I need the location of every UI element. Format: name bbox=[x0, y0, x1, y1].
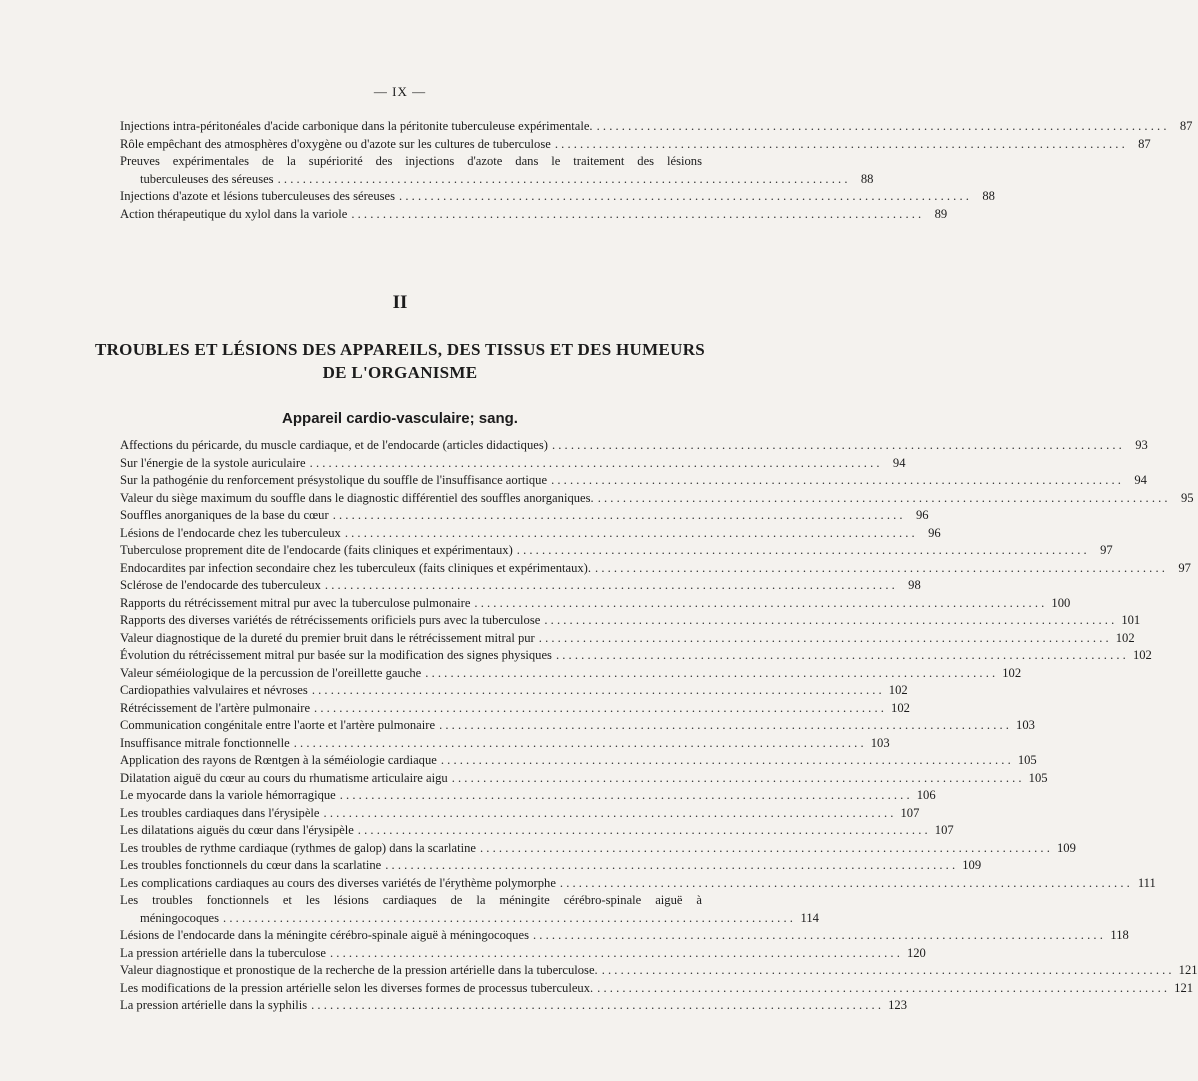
toc-entry bbox=[120, 472, 1147, 490]
section-number: II bbox=[392, 292, 408, 313]
toc-entry-text: Rétrécissement de l'artère pulmonaire bbox=[120, 700, 311, 715]
dot-leader bbox=[555, 136, 1125, 154]
dot-leader bbox=[294, 735, 864, 753]
toc-entry bbox=[120, 770, 1048, 788]
toc-entry-text: Insuffisance mitrale fonctionnelle bbox=[120, 735, 290, 750]
toc-entry-text: Communication congénitale entre l'aorte et l'artère pulmonaire bbox=[120, 718, 436, 732]
toc-entry bbox=[120, 595, 1071, 613]
toc-entry bbox=[120, 717, 1035, 735]
toc-entry-text: Sclérose de l'endocarde des tuberculeux bbox=[120, 578, 321, 592]
toc-entry-continuation: tuberculeuses des séreuses bbox=[140, 171, 274, 186]
dot-leader bbox=[278, 171, 848, 189]
toc-page-number: 102 bbox=[891, 700, 910, 715]
dot-leader bbox=[539, 630, 1109, 648]
toc-entry-text: Valeur séméiologique de la percussion de l'oreillette gauche bbox=[120, 665, 422, 680]
dot-leader bbox=[474, 595, 1044, 613]
dot-leader bbox=[517, 542, 1087, 560]
toc-entry-text: Les troubles cardiaques dans l'érysipèle bbox=[120, 805, 320, 820]
toc-page-number: 114 bbox=[800, 910, 819, 925]
dot-leader bbox=[330, 945, 900, 963]
toc-entry-text: Injections d'azote et lésions tuberculeuses des séreuses bbox=[120, 189, 396, 203]
toc-entry bbox=[120, 962, 1198, 980]
dot-leader bbox=[552, 437, 1122, 455]
dot-leader bbox=[556, 647, 1126, 665]
toc-entry bbox=[120, 980, 1194, 998]
toc-entry bbox=[120, 630, 1135, 648]
page-folio: — IX — bbox=[373, 84, 427, 99]
toc-entry bbox=[120, 735, 890, 753]
dot-leader bbox=[345, 525, 915, 543]
subsection-title: Appareil cardio-vasculaire; sang. bbox=[282, 410, 518, 427]
toc-entry bbox=[120, 840, 1076, 858]
dot-leader bbox=[340, 787, 910, 805]
toc-page-number: 94 bbox=[1134, 473, 1147, 487]
toc-page-number: 93 bbox=[1135, 438, 1148, 452]
toc-entry-text: Évolution du rétrécissement mitral pur basée sur la modification des signes physiques bbox=[120, 648, 552, 662]
toc-page-number: 107 bbox=[934, 823, 954, 837]
dot-leader bbox=[312, 682, 882, 700]
toc-entry bbox=[120, 455, 906, 473]
toc-section-list bbox=[120, 437, 1198, 1015]
dot-leader bbox=[597, 118, 1167, 136]
dot-leader bbox=[595, 560, 1165, 578]
toc-entry-text: Le myocarde dans la variole hémorragique bbox=[120, 788, 336, 802]
toc-page-number: 98 bbox=[908, 578, 921, 592]
dot-leader bbox=[351, 206, 921, 224]
toc-page-number: 88 bbox=[982, 189, 995, 203]
toc-page-number: 106 bbox=[916, 788, 936, 802]
dot-leader bbox=[533, 927, 1103, 945]
toc-page-number: 97 bbox=[1178, 560, 1191, 575]
toc-entry bbox=[120, 892, 819, 927]
toc-entry-text: La pression artérielle dans la tuberculose bbox=[120, 945, 326, 960]
toc-page-number: 88 bbox=[860, 171, 874, 186]
toc-entry-text: Cardiopathies valvulaires et névroses bbox=[120, 683, 308, 697]
toc-page-number: 87 bbox=[1138, 136, 1151, 151]
toc-entry-text: Injections intra-péritonéales d'acide carbonique dans la péritonite tuberculeuse expérimentale. bbox=[120, 119, 593, 133]
toc-page-number: 111 bbox=[1137, 875, 1156, 890]
toc-entry bbox=[120, 490, 1194, 508]
dot-leader bbox=[325, 577, 895, 595]
dot-leader bbox=[399, 188, 969, 206]
dot-leader bbox=[439, 717, 1009, 735]
toc-entry-text: Rapports des diverses variétés de rétrécissements orificiels purs avec la tuberculose bbox=[120, 613, 541, 627]
toc-entry bbox=[120, 507, 929, 525]
toc-entry bbox=[120, 700, 910, 718]
toc-entry-text: Rôle empêchant des atmosphères d'oxygène ou d'azote sur les cultures de tuberculose bbox=[120, 136, 551, 151]
dot-leader bbox=[324, 805, 894, 823]
dot-leader bbox=[311, 997, 881, 1015]
toc-entry bbox=[120, 857, 982, 875]
toc-entry bbox=[120, 560, 1191, 578]
dot-leader bbox=[551, 472, 1121, 490]
toc-entry bbox=[120, 647, 1152, 665]
toc-page-number: 89 bbox=[934, 206, 948, 221]
toc-entry-text: Les troubles fonctionnels du cœur dans la scarlatine bbox=[120, 858, 382, 872]
toc-entry-text: Sur la pathogénie du renforcement présystolique du souffle de l'insuffisance aortique bbox=[120, 473, 548, 487]
dot-leader bbox=[560, 875, 1130, 893]
toc-entry-text: Tuberculose proprement dite de l'endocarde (faits cliniques et expérimentaux) bbox=[120, 543, 513, 557]
dot-leader bbox=[223, 910, 793, 928]
toc-entry-text: Sur l'énergie de la systole auriculaire bbox=[120, 455, 306, 470]
toc-entry bbox=[120, 822, 954, 840]
toc-page-number: 102 bbox=[1115, 630, 1135, 645]
toc-top-list bbox=[120, 118, 1193, 223]
toc-entry-continuation: méningocoques bbox=[140, 910, 220, 925]
toc-entry-text: Valeur du siège maximum du souffle dans le diagnostic différentiel des souffles anorganiques. bbox=[120, 490, 594, 505]
toc-entry-text: La pression artérielle dans la syphilis bbox=[120, 998, 308, 1012]
dot-leader bbox=[598, 490, 1168, 508]
toc-page-number: 109 bbox=[1056, 840, 1076, 855]
toc-entry-text: Preuves expérimentales de la supériorité des injections d'azote dans le traitement des lésions bbox=[120, 154, 702, 168]
toc-entry bbox=[120, 805, 920, 823]
toc-entry-text: Lésions de l'endocarde dans la méningite cérébro-spinale aiguë à méningocoques bbox=[120, 928, 529, 942]
toc-page-number: 118 bbox=[1110, 928, 1129, 942]
dot-leader bbox=[333, 507, 903, 525]
toc-entry bbox=[120, 153, 874, 188]
dot-leader bbox=[597, 980, 1167, 998]
toc-page-number: 96 bbox=[928, 525, 941, 540]
toc-entry bbox=[120, 875, 1156, 893]
toc-entry bbox=[120, 118, 1193, 136]
toc-entry bbox=[120, 206, 948, 224]
toc-entry-text: Valeur diagnostique et pronostique de la recherche de la pression artérielle dans la tuberculose. bbox=[120, 963, 598, 977]
dot-leader bbox=[452, 770, 1022, 788]
toc-entry-text: Application des rayons de Rœntgen à la séméiologie cardiaque bbox=[120, 753, 437, 767]
toc-entry-text: Les modifications de la pression artérielle selon les diverses formes de processus tuberculeux. bbox=[120, 980, 594, 995]
dot-leader bbox=[441, 752, 1011, 770]
toc-entry-text: Valeur diagnostique de la dureté du premier bruit dans le rétrécissement mitral pur bbox=[120, 630, 535, 645]
toc-page-number: 100 bbox=[1051, 595, 1071, 610]
toc-page-number: 102 bbox=[1002, 665, 1022, 680]
toc-page-number: 121 bbox=[1174, 980, 1194, 995]
toc-entry-text: Action thérapeutique du xylol dans la variole bbox=[120, 206, 348, 221]
toc-entry bbox=[120, 437, 1148, 455]
dot-leader bbox=[544, 612, 1114, 630]
toc-entry-text: Dilatation aiguë du cœur au cours du rhumatisme articulaire aigu bbox=[120, 770, 448, 785]
toc-entry bbox=[120, 787, 936, 805]
section-title-line2: DE L'ORGANISME bbox=[322, 363, 478, 382]
toc-page-number: 101 bbox=[1121, 613, 1141, 627]
toc-entry bbox=[120, 188, 995, 206]
toc-entry bbox=[120, 542, 1113, 560]
toc-entry-text: Affections du péricarde, du muscle cardiaque, et de l'endocarde (articles didactiques) bbox=[120, 438, 548, 452]
toc-entry bbox=[120, 927, 1129, 945]
toc-page-number: 95 bbox=[1180, 490, 1194, 505]
dot-leader bbox=[314, 700, 884, 718]
dot-leader bbox=[602, 962, 1172, 980]
toc-entry bbox=[120, 612, 1141, 630]
dot-leader bbox=[385, 857, 955, 875]
toc-entry bbox=[120, 945, 926, 963]
toc-page-number: 102 bbox=[1132, 648, 1152, 662]
toc-entry-text: Les dilatations aiguës du cœur dans l'érysipèle bbox=[120, 823, 354, 837]
toc-page-number: 103 bbox=[870, 735, 890, 750]
toc-page-number: 96 bbox=[915, 508, 929, 522]
dot-leader bbox=[480, 840, 1050, 858]
toc-entry-text: Les troubles de rythme cardiaque (rythmes de galop) dans la scarlatine bbox=[120, 840, 476, 855]
section-title bbox=[0, 338, 800, 384]
toc-entry-text: Souffles anorganiques de la base du cœur bbox=[120, 508, 329, 522]
toc-page-number: 87 bbox=[1179, 119, 1193, 133]
toc-entry bbox=[120, 525, 941, 543]
toc-page-number: 97 bbox=[1100, 543, 1113, 557]
dot-leader bbox=[358, 822, 928, 840]
toc-page-number: 102 bbox=[888, 683, 908, 697]
toc-page-number: 123 bbox=[888, 998, 907, 1012]
toc-page-number: 105 bbox=[1017, 753, 1037, 767]
toc-entry-text: Rapports du rétrécissement mitral pur avec la tuberculose pulmonaire bbox=[120, 595, 471, 610]
toc-entry bbox=[120, 665, 1022, 683]
toc-entry-text: Endocardites par infection secondaire chez les tuberculeux (faits cliniques et expérimentaux). bbox=[120, 560, 592, 575]
toc-entry-text: Les complications cardiaques au cours des diverses variétés de l'érythème polymorphe bbox=[120, 875, 556, 890]
toc-page-number: 94 bbox=[892, 455, 906, 470]
toc-page-number: 121 bbox=[1178, 963, 1198, 977]
section-title-line1: TROUBLES ET LÉSIONS DES APPAREILS, DES TISSUS ET DES HUMEURS bbox=[94, 340, 706, 359]
toc-entry bbox=[120, 682, 908, 700]
toc-entry bbox=[120, 752, 1037, 770]
toc-entry bbox=[120, 577, 921, 595]
toc-page-number: 103 bbox=[1016, 718, 1035, 732]
toc-entry bbox=[120, 136, 1151, 154]
dot-leader bbox=[425, 665, 995, 683]
toc-page-number: 109 bbox=[962, 858, 982, 872]
toc-page-number: 107 bbox=[900, 805, 920, 820]
toc-entry-text: Les troubles fonctionnels et les lésions cardiaques de la méningite cérébro-spinale aiguë à bbox=[120, 893, 702, 907]
toc-entry-text: Lésions de l'endocarde chez les tuberculeux bbox=[120, 525, 341, 540]
dot-leader bbox=[310, 455, 880, 473]
toc-page-number: 120 bbox=[906, 945, 926, 960]
toc-page-number: 105 bbox=[1028, 770, 1048, 785]
toc-entry bbox=[120, 997, 907, 1015]
